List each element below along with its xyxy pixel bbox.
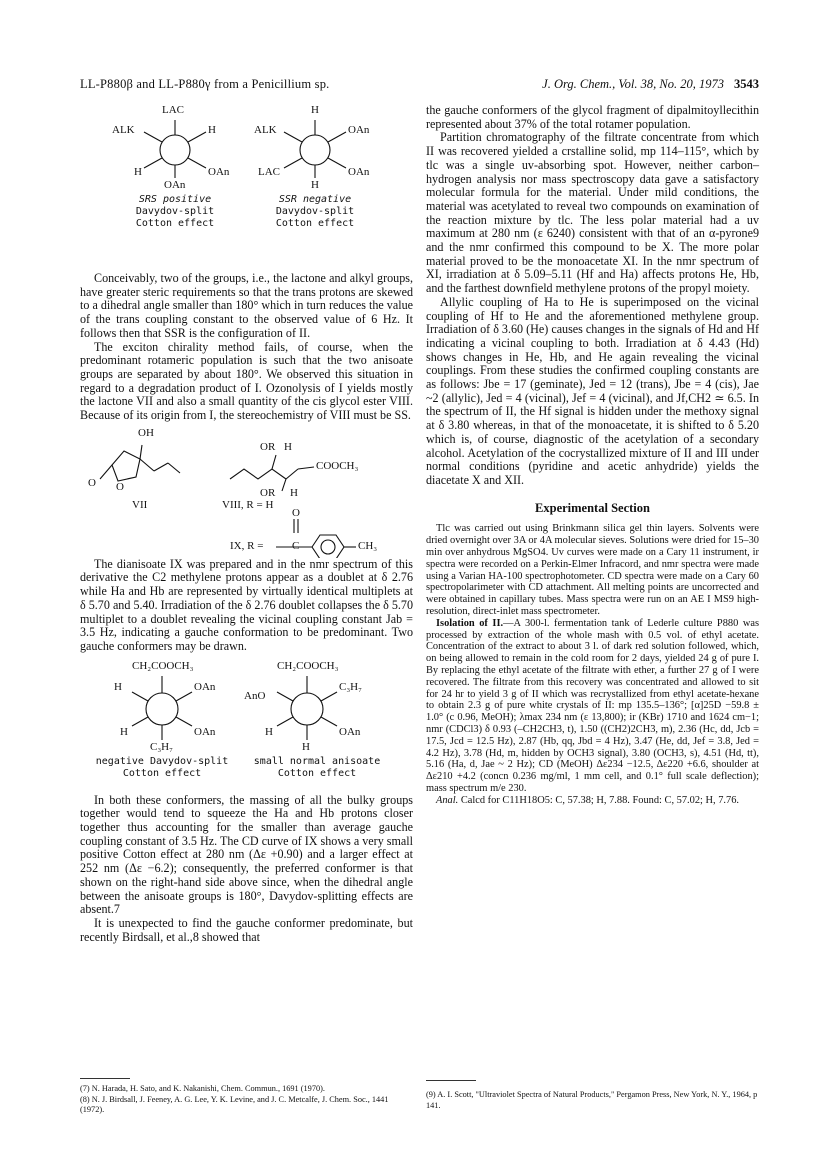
paragraph-gauche: the gauche conformers of the glycol fragment of dipalmitoyllecithin represented about 37% of the total rotamer population. [426,103,759,131]
newman-srs [144,120,206,178]
paragraph-dianisoate: The dianisoate IX was prepared and in the nmr spectrum of this derivative the C2 methylene protons appear as a doublet at δ 2.76 while Ha and Hb are represented by virtually identical multiplets at δ 5.70 and 5.40. Irradiation of the δ 2.76 doublet collapses the δ 5.70 multiplet to a doublet revealing the vicinal coupling constant Jab = 3.5 Hz, indicating a gauche conformation to be predominant. Two gauche conformers may be drawn. [80,556,413,653]
right-column [426,104,759,807]
ssr-lr-label: OAn [348,166,370,178]
journal-citation: J. Org. Chem., Vol. 38, No. 20, 1973 [542,77,724,91]
neg-ul-label: H [114,680,122,693]
paragraph-partition: Partition chromatography of the filtrate concentrate from which II was recovered yielded a crstalline solid, mp 114–115°, which by tlc was a single uv-absorbing spot. However, neither carbon–hydrogen analysis nor mass spectroscopy data gave a satisfactory molecular formula for the material. Under mild conditions, the material was acetylated to reveal two compounds on examination of the reaction mixture by tlc. The less polar material had a uv maximum at 280 nm (ε 6240) consistent with that of an α-pyrone9 and the nmr confirmed this compound to be X. The more polar material proved to be the monoacetate XI. In the nmr spectrum of XI, irradiation at δ 5.09–5.11 (Hf and Ha) affects protons He, Hb, and the farthest downfield methylene protons of the propyl moiety. [426,130,759,296]
running-header-journal [542,77,759,92]
footnote-9: (9) A. I. Scott, "Ultraviolet Spectra of Natural Products," Pergamon Press, New York, N. Y., 1964, p 141. [426,1090,758,1110]
newman-projections-gauche [80,654,413,794]
srs-ul-label: ALK [112,124,135,136]
neg-caption-1: negative Davydov-split [95,755,229,767]
viii-h-bottom-label: H [290,486,298,499]
footnote-rule-right [426,1080,476,1081]
ssr-ll-label: LAC [258,166,280,178]
srs-caption-1: SRS positive [138,194,212,205]
experimental-text [426,523,759,806]
newman-ssr [284,120,346,178]
footnote-7: (7) N. Harada, H. Sato, and K. Nakanishi, Chem. Commun., 1691 (1970). [80,1084,325,1093]
running-header-title: LL-P880β and LL-P880γ from a Penicillium sp. [80,77,330,91]
ssr-caption-3: Cotton effect [275,218,355,229]
section-heading-experimental: Experimental Section [535,500,650,515]
neg-lr-label: OAn [194,725,216,738]
neg-ur-label: OAn [194,680,216,693]
ssr-top-label: H [311,104,319,116]
srs-bottom-label: OAn [164,179,186,191]
paragraph-anal [426,795,759,807]
structure-viii [230,455,314,491]
newman-projections-top [80,104,413,272]
structure-diagram [80,423,413,558]
newman-small-normal [277,676,337,740]
sn-top-label: CH₂COOCH₃ [277,659,339,672]
paragraph-unexpected: It is unexpected to find the gauche conformer predominate, but recently Birdsall, et al.,8 showed that [80,915,413,944]
neg-ll-label: H [120,725,128,738]
sn-caption [242,756,392,780]
structure-vii [100,445,180,481]
ssr-bottom-label: H [311,179,319,191]
sn-bottom-label: H [302,740,310,753]
srs-lr-label: OAn [208,166,230,178]
ix-carbonyl-o-label: O [292,506,300,519]
neg-caption-2: Cotton effect [122,767,202,779]
isolation-text: —A 300-l. fermentation tank of Lederle culture P880 was processed by extraction of the whole mash with 0.5 vol. of ethyl acetate. Concentration of the extract to about 3 l. of dark red solution followed, which, on being allowed to remain in the cold room for 2 days, yielded 24 g of pure I. By replacing the ethyl acetate of the filtrate with ether, a further 27 g of I were recovered. The filtrate from this recovery was concentrated and allowed to sit for 24 hr to yield 3 g of II which was recrystallized from ethyl acetate-hexane to obtain 2.3 g of pure white crystals of II: mp 135.5–136°; [α]25D −59.8 ± 1.0° (c 0.96, MeOH); λmax 234 nm (ε 13,800); ir (KBr) 1710 and 1624 cm−1; nmr (CDCl3) δ 0.93 (–CH2CH3, t), 1.50 ((CH2)2CH3, m), 2.36 (Hc, dd, Jcb = 17.5, Jcd = 12.5 Hz), 2.87 (Hb, qq, Jbd = 4 Hz), 3.47 (He, dd, Jef = 3.8, Jed = 4.2 Hz), 3.78 (Hd, m, hidden by OCH3 signal), 3.80 (OCH3, s), 4.51 (Hd, tt), 5.16 (Ha, d, Jae ~ 2 Hz); CD (MeOH) Δε234 −12.5, Δε220 +6.6, shoulder at Δε210 +4.2 (concn 0.236 mg/ml, 1 mm cell, and 0.1° full scale deflection); mass spectrum m/e 230. [426,617,759,794]
srs-caption-3: Cotton effect [135,218,215,229]
neg-bottom-label: C₃H₇ [150,740,173,753]
vii-carbonyl-o-label: O [88,476,96,489]
ix-ch3-label: CH₃ [358,539,378,552]
isolation-heading: Isolation of II. [436,617,504,629]
ix-label: IX, R = [230,539,264,552]
structure-ix-ring [276,519,356,558]
ssr-ul-label: ALK [254,124,277,136]
vii-oh-label: OH [138,426,154,439]
anal-text: Calcd for C11H18O5: C, 57.38; H, 7.88. Found: C, 57.02; H, 7.76. [460,794,739,806]
ssr-caption [255,194,375,230]
anal-heading: Anal. [436,794,459,806]
viii-or-top-label: OR [260,440,276,453]
neg-caption [82,756,242,780]
neg-top-label: CH₂COOCH₃ [132,659,194,672]
vii-ring-o-label: O [116,480,124,493]
sn-caption-1: small normal anisoate [253,755,381,767]
sn-ur-label: C₃H₇ [339,680,362,693]
paragraph-isolation [426,618,759,795]
paragraph-conformers: In both these conformers, the massing of all the bulky groups together would tend to squeeze the Ha and Hb protons closer together thus accounting for the smaller than average gauche coupling constant of 3.5 Hz. The CD curve of IX shows a very small positive Cotton effect at 280 nm (Δε +0.90) and a larger effect at 252 nm (Δε −6.2); consequently, the preferred conformer is that shown on the right-hand side above since, when the dihedral angle between the anisoate groups is 180°, Davydov-splitting effects are absent.7 [80,792,413,917]
paragraph-exciton: The exciton chirality method fails, of course, when the predominant rotameric population is such that the two anisoate groups are separated by about 180°. We observed this situation in regard to a degradation product of I. Ozonolysis of I yields mostly the lactone VII and also a small quantity of the cis glycol ester VIII. Because of its origin from I, the stereochemistry of VIII must be SS. [80,339,413,423]
paragraph-allylic: Allylic coupling of Ha to He is superimposed on the vicinal coupling of Hf to He and the aforementioned methylene group. Irradiation of δ 3.60 (He) causes changes in the signals of Hd and Hf indicating a vicinal coupling to both. Irradiation at δ 4.43 (Hd) shows changes in He, Hb, and He again revealing the vicinal couplings. From these studies the confirmed coupling constants are as follows: Jbe = 17 (geminate), Jed = 12 (trans), Jbe = 4 (cis), Jae ~2 (allylic), Jed = 4 (vicinal), Jef = 4 (vicinal), and Jf,CH2 ≃ 6.5. In the spectrum of II, the Hf signal is hidden under the methoxy signal at δ 3.80 whereas, in that of the monoacetate, it is shifted to δ 5.20 which is, of course, diagnostic of the acetylation of a secondary alcohol. Acetylation of the cocrystallized mixture of II and III under normal conditions (pyridine and acetic anhydride) yields the diacetate X and XII. [426,294,759,487]
footnotes-right [426,1090,759,1111]
page-number: 3543 [734,77,759,91]
ssr-caption-2: Davydov-split [275,206,355,217]
newman-negative [132,676,192,740]
footnote-8: (8) N. J. Birdsall, J. Feeney, A. G. Lee, Y. K. Levine, and J. C. Metcalfe, J. Chem. Soc., 1441 (1972). [80,1094,389,1114]
sn-ul-label: AnO [244,689,266,702]
sn-lr-label: OAn [339,725,361,738]
sn-caption-2: Cotton effect [277,767,357,779]
left-column [80,104,413,944]
srs-ur-label: H [208,124,216,136]
viii-label: VIII, R = H [222,498,274,511]
srs-ll-label: H [134,166,142,178]
vii-label: VII [132,498,148,511]
viii-h-top-label: H [284,440,292,453]
srs-top-label: LAC [162,104,184,116]
srs-caption [115,194,235,230]
paragraph-conceivably: Conceivably, two of the groups, i.e., the lactone and alkyl groups, have greater steric requirements so that the trans protons are skewed to a dihedral angle smaller than 180° which in turn reduces the value of the trans coupling constant to the observed value of 6 Hz. It follows then that SSR is the configuration of II. [80,271,413,340]
footnotes-left [80,1084,413,1116]
srs-caption-2: Davydov-split [135,206,215,217]
footnote-rule-left [80,1078,130,1079]
sn-ll-label: H [265,725,273,738]
ix-c-label: C [292,539,300,552]
structures-vii-viii-ix [80,423,413,558]
ssr-caption-1: SSR negative [278,194,352,205]
viii-cooch3-label: COOCH₃ [316,459,359,472]
viii-or-bottom-label: OR [260,486,276,499]
paragraph-tlc: Tlc was carried out using Brinkmann silica gel thin layers. Solvents were dried overnight over 3A or 4A molecular sieves. Solutions were dried for 15–30 min over anhydrous MgSO4. Uv curves were made on a Cary 11 instrument, ir spectra were recorded on a Perkin-Elmer Infracord, and nmr spectra were made using a Varian HA-100 spectrophotometer. CD spectra were made on a Cary 60 spectropolarimeter with CD attachment. All melting points are uncorrected and were obtained in capillary tubes. Mass spectra were run on an AE I MS9 high-resolution, direct-inlet mass spectrometer. [426,523,759,617]
ssr-ur-label: OAn [348,124,370,136]
